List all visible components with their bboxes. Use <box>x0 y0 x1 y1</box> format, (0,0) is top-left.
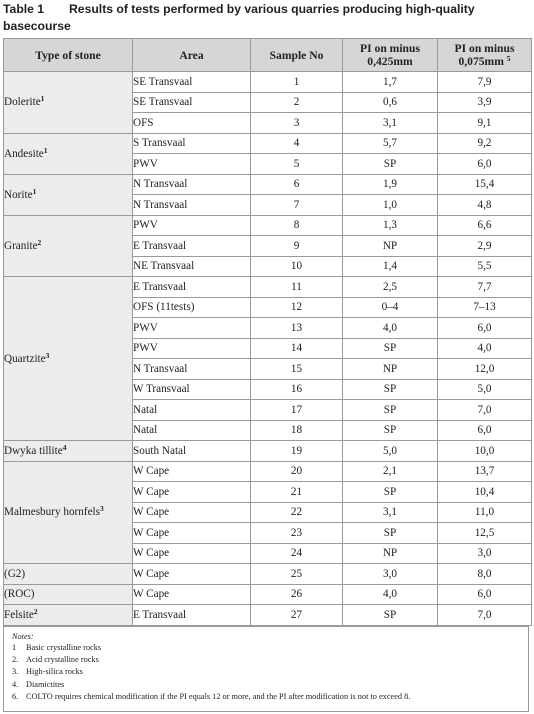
pi-0425-cell: 5,0 <box>343 441 438 462</box>
area-cell: W Cape <box>133 482 251 503</box>
sample-no-cell: 4 <box>251 133 343 154</box>
sample-no-cell: 1 <box>251 72 343 93</box>
sample-no-cell: 13 <box>251 318 343 339</box>
pi-0075-cell: 5,0 <box>438 379 532 400</box>
stone-type-label: (G2) <box>4 567 26 580</box>
note-item <box>12 654 528 666</box>
area-cell: S Transvaal <box>133 133 251 154</box>
notes-title: Notes: <box>12 632 34 641</box>
pi-0425-cell: SP <box>343 605 438 626</box>
sample-no-cell: 19 <box>251 441 343 462</box>
header-pi-0075-footnote: 5 <box>506 54 511 63</box>
pi-0075-cell: 12,0 <box>438 359 532 380</box>
pi-0425-cell: NP <box>343 543 438 564</box>
stone-type-label: (ROC) <box>4 588 35 601</box>
area-cell: SE Transvaal <box>133 72 251 93</box>
stone-type-label: Andesite <box>4 147 44 160</box>
area-cell: PWV <box>133 318 251 339</box>
sample-no-cell: 12 <box>251 297 343 318</box>
stone-type-cell <box>4 72 133 134</box>
sample-no-cell: 20 <box>251 461 343 482</box>
header-type-of-stone: Type of stone <box>4 39 133 72</box>
area-cell: PWV <box>133 154 251 175</box>
pi-0425-cell: 2,1 <box>343 461 438 482</box>
table-label: Table 1 <box>3 2 45 16</box>
area-cell: PWV <box>133 215 251 236</box>
sample-no-cell: 5 <box>251 154 343 175</box>
pi-0075-cell: 12,5 <box>438 523 532 544</box>
stone-type-cell <box>4 441 133 462</box>
stone-footnote-marker: 2 <box>37 237 42 247</box>
sample-no-cell: 2 <box>251 92 343 113</box>
pi-0425-cell: 4,0 <box>343 318 438 339</box>
header-pi-0075-line-1: PI on minus <box>454 42 515 55</box>
table-row <box>4 72 532 93</box>
pi-0075-cell: 6,0 <box>438 318 532 339</box>
pi-0075-cell: 7,0 <box>438 605 532 626</box>
sample-no-cell: 17 <box>251 400 343 421</box>
sample-no-cell: 27 <box>251 605 343 626</box>
sample-no-cell: 11 <box>251 277 343 298</box>
stone-type-cell <box>4 215 133 277</box>
stone-footnote-marker: 3 <box>100 504 104 514</box>
results-table <box>3 38 532 626</box>
sample-no-cell: 9 <box>251 236 343 257</box>
pi-0425-cell: 3,1 <box>343 502 438 523</box>
sample-no-cell: 10 <box>251 256 343 277</box>
pi-0075-cell: 7,7 <box>438 277 532 298</box>
pi-0075-cell: 7,9 <box>438 72 532 93</box>
area-cell: N Transvaal <box>133 174 251 195</box>
pi-0425-cell: SP <box>343 154 438 175</box>
pi-0425-cell: 4,0 <box>343 584 438 605</box>
note-text: Basic crystalline rocks <box>26 643 102 652</box>
area-cell: E Transvaal <box>133 605 251 626</box>
stone-type-label: Malmesbury hornfels <box>4 506 101 519</box>
area-cell: Natal <box>133 420 251 441</box>
sample-no-cell: 16 <box>251 379 343 400</box>
note-item <box>12 679 528 691</box>
area-cell: W Cape <box>133 461 251 482</box>
area-cell: OFS (11tests) <box>133 297 251 318</box>
note-text: COLTO requires chemical modification if the PI equals 12 or more, and the PI after modification is not to exceed 8. <box>26 691 411 701</box>
area-cell: SE Transvaal <box>133 92 251 113</box>
sample-no-cell: 18 <box>251 420 343 441</box>
area-cell: W Cape <box>133 523 251 544</box>
pi-0075-cell: 9,1 <box>438 113 532 134</box>
header-pi-0075 <box>438 39 532 72</box>
sample-no-cell: 21 <box>251 482 343 503</box>
area-cell: NE Transvaal <box>133 256 251 277</box>
header-row <box>4 39 532 72</box>
pi-0425-cell: 1,9 <box>343 174 438 195</box>
note-text: Diamictites <box>26 679 65 689</box>
header-pi-0425-line-1: PI on minus <box>360 42 420 55</box>
table-row <box>4 584 532 605</box>
sample-no-cell: 6 <box>251 174 343 195</box>
sample-no-cell: 8 <box>251 215 343 236</box>
pi-0425-cell: SP <box>343 482 438 503</box>
area-cell: W Cape <box>133 584 251 605</box>
pi-0075-cell: 6,6 <box>438 215 532 236</box>
notes-list <box>12 642 528 703</box>
area-cell: W Cape <box>133 564 251 585</box>
header-sample-no: Sample No <box>251 39 343 72</box>
pi-0075-cell: 7–13 <box>438 297 532 318</box>
sample-no-cell: 15 <box>251 359 343 380</box>
stone-footnote-marker: 1 <box>40 94 45 104</box>
pi-0075-cell: 11,0 <box>438 502 532 523</box>
stone-footnote-marker: 1 <box>32 186 37 196</box>
note-text: Acid crystalline rocks <box>26 655 99 665</box>
sample-no-cell: 14 <box>251 338 343 359</box>
pi-0425-cell: 0,6 <box>343 92 438 113</box>
pi-0075-cell: 4,0 <box>438 338 532 359</box>
note-number: 1 <box>12 643 17 652</box>
stone-type-cell <box>4 461 133 564</box>
sample-no-cell: 26 <box>251 584 343 605</box>
stone-type-label: Felsite <box>4 608 34 621</box>
pi-0425-cell: 1,4 <box>343 256 438 277</box>
pi-0075-cell: 6,0 <box>438 584 532 605</box>
stone-type-cell <box>4 564 133 585</box>
table-row <box>4 277 532 298</box>
note-item <box>12 666 528 678</box>
stone-type-cell <box>4 174 133 215</box>
stone-footnote-marker: 4 <box>62 442 67 452</box>
area-cell: OFS <box>133 113 251 134</box>
header-pi-0425-line-2: 0,425mm <box>367 55 413 68</box>
stone-footnote-marker: 3 <box>45 350 50 360</box>
pi-0425-cell: 0–4 <box>343 297 438 318</box>
header-area: Area <box>133 39 251 72</box>
area-cell: W Cape <box>133 543 251 564</box>
pi-0075-cell: 10,4 <box>438 482 532 503</box>
area-cell: E Transvaal <box>133 277 251 298</box>
stone-type-label: Norite <box>4 188 33 201</box>
sample-no-cell: 22 <box>251 502 343 523</box>
pi-0425-cell: 3,0 <box>343 564 438 585</box>
pi-0075-cell: 2,9 <box>438 236 532 257</box>
pi-0075-cell: 10,0 <box>438 441 532 462</box>
pi-0075-cell: 9,2 <box>438 133 532 154</box>
area-cell: Natal <box>133 400 251 421</box>
pi-0425-cell: 3,1 <box>343 113 438 134</box>
area-cell: South Natal <box>133 441 251 462</box>
stone-footnote-marker: 1 <box>43 145 48 155</box>
table-row <box>4 441 532 462</box>
pi-0075-cell: 5,5 <box>438 256 532 277</box>
pi-0075-cell: 4,8 <box>438 195 532 216</box>
pi-0425-cell: 1,0 <box>343 195 438 216</box>
note-number: 2. <box>12 655 19 665</box>
table-row <box>4 174 532 195</box>
pi-0075-cell: 6,0 <box>438 420 532 441</box>
pi-0075-cell: 7,0 <box>438 400 532 421</box>
pi-0075-cell: 15,4 <box>438 174 532 195</box>
area-cell: N Transvaal <box>133 359 251 380</box>
area-cell: PWV <box>133 338 251 359</box>
note-item <box>12 691 528 703</box>
pi-0425-cell: NP <box>343 236 438 257</box>
pi-0075-cell: 3,0 <box>438 543 532 564</box>
pi-0425-cell: 5,7 <box>343 133 438 154</box>
note-number: 4. <box>12 679 19 689</box>
pi-0075-cell: 13,7 <box>438 461 532 482</box>
table-row <box>4 605 532 626</box>
note-text: High-silica rocks <box>26 667 83 677</box>
header-pi-0075-line-2: 0,075mm <box>458 55 504 68</box>
stone-type-label: Granite <box>4 239 38 252</box>
pi-0425-cell: NP <box>343 359 438 380</box>
pi-0425-cell: SP <box>343 523 438 544</box>
note-number: 6. <box>12 691 19 701</box>
note-number: 3. <box>12 667 19 677</box>
pi-0425-cell: SP <box>343 400 438 421</box>
table-row <box>4 564 532 585</box>
caption-line-1: Results of tests performed by various quarries producing high-quality basecourse <box>3 2 475 33</box>
stone-type-label: Dwyka tillite <box>4 444 63 457</box>
sample-no-cell: 7 <box>251 195 343 216</box>
sample-no-cell: 24 <box>251 543 343 564</box>
pi-0425-cell: 1,3 <box>343 215 438 236</box>
area-cell: N Transvaal <box>133 195 251 216</box>
pi-0425-cell: SP <box>343 420 438 441</box>
header-pi-0425 <box>343 39 438 72</box>
table-body <box>4 72 532 626</box>
pi-0075-cell: 8,0 <box>438 564 532 585</box>
stone-footnote-marker: 2 <box>33 606 38 616</box>
stone-type-cell <box>4 133 133 174</box>
stone-type-label: Quartzite <box>4 352 46 365</box>
stone-type-cell <box>4 605 133 626</box>
notes-box <box>3 626 529 712</box>
table-row <box>4 461 532 482</box>
area-cell: W Transvaal <box>133 379 251 400</box>
table-row <box>4 215 532 236</box>
sample-no-cell: 23 <box>251 523 343 544</box>
pi-0425-cell: 2,5 <box>343 277 438 298</box>
area-cell: W Cape <box>133 502 251 523</box>
pi-0075-cell: 3,9 <box>438 92 532 113</box>
stone-type-cell <box>4 584 133 605</box>
stone-type-label: Dolerite <box>4 96 41 109</box>
table-row <box>4 133 532 154</box>
area-cell: E Transvaal <box>133 236 251 257</box>
sample-no-cell: 3 <box>251 113 343 134</box>
pi-0425-cell: 1,7 <box>343 72 438 93</box>
pi-0075-cell: 6,0 <box>438 154 532 175</box>
stone-type-cell <box>4 277 133 441</box>
note-item <box>12 642 528 654</box>
sample-no-cell: 25 <box>251 564 343 585</box>
pi-0425-cell: SP <box>343 338 438 359</box>
pi-0425-cell: SP <box>343 379 438 400</box>
